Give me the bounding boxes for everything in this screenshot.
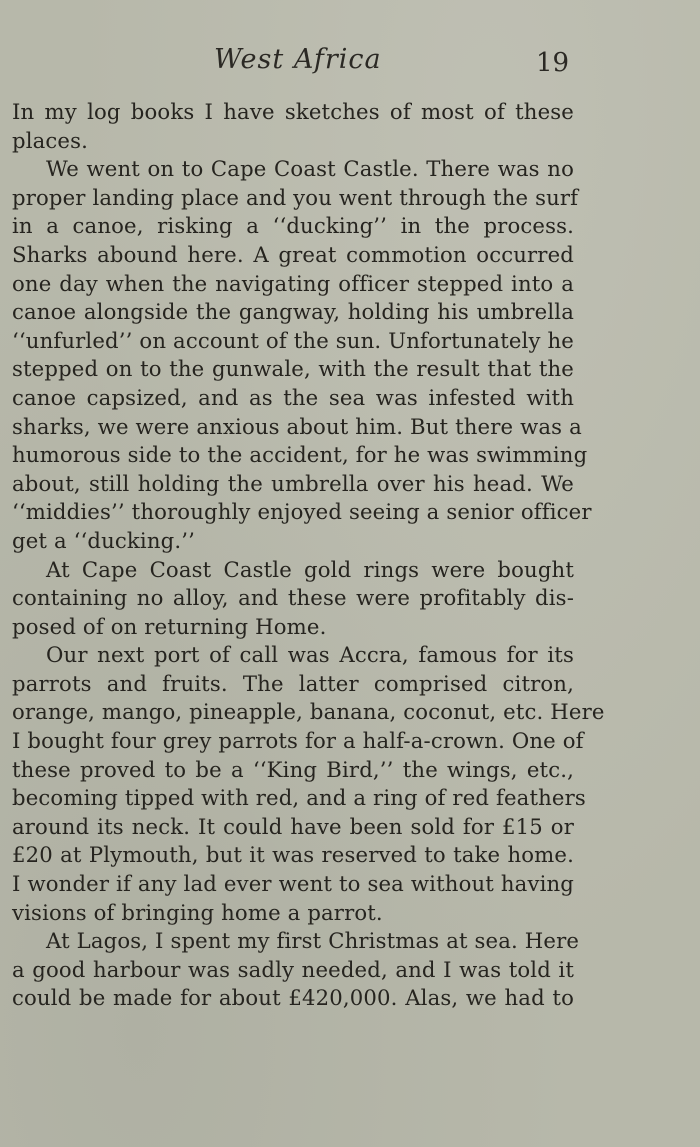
text-line: about, still holding the umbrella over his head. We xyxy=(12,470,574,496)
text-line: We went on to Cape Coast Castle. There was no xyxy=(46,156,574,182)
text-line: proper landing place and you went through the surf xyxy=(12,184,579,210)
text-line: humorous side to the accident, for he was swimming xyxy=(12,442,588,468)
text-line: containing no alloy, and these were profitably dis- xyxy=(12,585,574,611)
text-line: £20 at Plymouth, but it was reserved to take home. xyxy=(12,842,574,868)
text-line: Our next port of call was Accra, famous for its xyxy=(46,642,574,668)
text-line: stepped on to the gunwale, with the result that the xyxy=(12,356,574,382)
text-line: At Cape Coast Castle gold rings were bought xyxy=(46,556,574,582)
page-number: 19 xyxy=(536,48,570,78)
text-line: At Lagos, I spent my first Christmas at sea. Here xyxy=(46,928,580,954)
text-line: parrots and fruits. The latter comprised citron, xyxy=(12,670,574,696)
text-line: could be made for about £420,000. Alas, we had to xyxy=(12,985,574,1011)
text-line: in a canoe, risking a ‘‘ducking’’ in the process. xyxy=(12,213,574,239)
text-line: canoe capsized, and as the sea was infested with xyxy=(12,384,574,410)
body-text xyxy=(12,98,605,1013)
text-line: I bought four grey parrots for a half-a-crown. One of xyxy=(12,728,584,754)
text-line: I wonder if any lad ever went to sea without having xyxy=(12,871,574,897)
text-line: visions of bringing home a parrot. xyxy=(12,899,383,925)
running-title: West Africa xyxy=(214,44,382,75)
text-line: ‘‘unfurled’’ on account of the sun. Unfortunately he xyxy=(12,327,574,353)
text-line: get a ‘‘ducking.’’ xyxy=(12,527,195,553)
text-line: posed of on returning Home. xyxy=(12,613,327,639)
text-line: a good harbour was sadly needed, and I was told it xyxy=(12,956,574,982)
running-head xyxy=(0,44,700,84)
text-line: In my log books I have sketches of most of these xyxy=(12,99,574,124)
text-line: Sharks abound here. A great commotion occurred xyxy=(12,241,574,267)
text-line: ‘‘middies’’ thoroughly enjoyed seeing a senior officer xyxy=(12,499,592,525)
text-line: sharks, we were anxious about him. But there was a xyxy=(12,413,582,439)
text-line: places. xyxy=(12,127,89,153)
text-line: one day when the navigating officer stepped into a xyxy=(12,270,574,296)
text-line: canoe alongside the gangway, holding his umbrella xyxy=(12,299,574,325)
text-line: becoming tipped with red, and a ring of red feathers xyxy=(12,785,586,811)
text-line: these proved to be a ‘‘King Bird,’’ the wings, etc., xyxy=(12,756,574,782)
text-line: around its neck. It could have been sold for £15 or xyxy=(12,813,574,839)
text-line: orange, mango, pineapple, banana, coconut, etc. Here xyxy=(12,699,605,725)
